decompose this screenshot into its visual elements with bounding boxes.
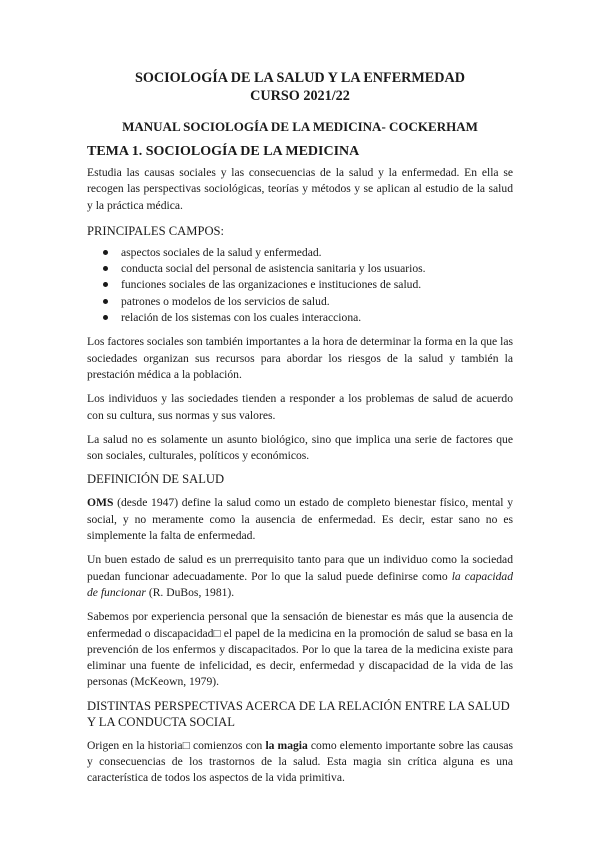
bullet-icon	[103, 266, 108, 271]
buen-estado-text-a: Un buen estado de salud es un prerrequisito tanto para que un individuo como la sociedad puedan funcionar adecuadamente. Por lo que la salud puede definirse como	[87, 553, 513, 583]
factores-paragraph: Los factores sociales son también importantes a la hora de determinar la forma en la que las sociedades organizan sus recursos para abordar los riesgos de la salud y también la prestación médica a la población.	[87, 335, 513, 381]
oms-text: (desde 1947) define la salud como un estado de completo bienestar físico, mental y social, y no meramente como la ausencia de enfermedad. Es decir, estar sano no es simplemente la falta de enfermedad.	[87, 496, 513, 543]
document-subtitle: MANUAL SOCIOLOGÍA DE LA MEDICINA- COCKERHAM	[122, 119, 478, 134]
definicion-heading: DEFINICIÓN DE SALUD	[87, 472, 225, 487]
oms-label: OMS	[87, 496, 114, 510]
bullet-icon	[103, 299, 108, 304]
bullet-icon	[103, 250, 108, 255]
title-line-2: CURSO 2021/22	[250, 88, 350, 104]
origen-text-a: Origen en la historia□ comienzos con	[87, 738, 266, 752]
buen-estado-text-b: (R. DuBos, 1981).	[145, 585, 235, 599]
list-item	[103, 261, 513, 277]
list-item	[103, 277, 513, 293]
intro-paragraph: Estudia las causas sociales y las consecuencias de la salud y la enfermedad. En ella se recogen las perspectivas sociológicas, teorías y métodos y se aplican al estudio de la salud y la práctica médica.	[87, 166, 513, 212]
campos-heading: PRINCIPALES CAMPOS:	[87, 223, 225, 238]
page-content	[87, 69, 513, 787]
perspectivas-heading: DISTINTAS PERSPECTIVAS ACERCA DE LA RELACIÓN ENTRE LA SALUD Y LA CONDUCTA SOCIAL	[87, 698, 510, 729]
title-line-1: SOCIOLOGÍA DE LA SALUD Y LA ENFERMEDAD	[134, 70, 466, 86]
section-title: TEMA 1. SOCIOLOGÍA DE LA MEDICINA	[87, 144, 360, 159]
list-item-text: patrones o modelos de los servicios de salud.	[121, 294, 330, 308]
campos-list	[87, 245, 513, 326]
individuos-paragraph: Los individuos y las sociedades tienden a responder a los problemas de salud de acuerdo con su cultura, sus normas y sus valores.	[87, 392, 513, 422]
list-item-text: aspectos sociales de la salud y enfermedad.	[121, 245, 322, 259]
buen-estado-italic: la capacidad de funcionar	[87, 569, 513, 599]
bullet-icon	[103, 282, 108, 287]
origen-text-b: como elemento importante sobre las causas y consecuencias de los trastornos de la salud. Esta magia sin crítica alguna es una característica de todos los aspectos de la vida primitiva.	[87, 738, 514, 785]
oms-paragraph	[87, 495, 513, 544]
list-item-text: relación de los sistemas con los cuales interacciona.	[121, 311, 362, 325]
list-item-text: funciones sociales de las organizaciones e instituciones de salud.	[121, 278, 422, 292]
biologico-paragraph: La salud no es solamente un asunto biológico, sino que implica una serie de factores que son sociales, culturales, políticos y económicos.	[87, 432, 513, 463]
origen-bold: la magia	[265, 738, 308, 752]
list-item	[103, 294, 513, 310]
buen-estado-paragraph	[87, 552, 513, 601]
bullet-icon	[103, 315, 108, 320]
origen-paragraph	[87, 738, 513, 787]
sabemos-paragraph: Sabemos por experiencia personal que la sensación de bienestar es más que la ausencia de enfermedad o discapacidad□ el papel de la medicina en la promoción de salud se basa en la prevención de los enfermos y discapacitados. Por lo que la tarea de la medicina existe para eliminar una fuente de infelicidad, es decir, enfermedad y discapacidad de la vida de las personas (McKeown, 1979).	[87, 610, 513, 689]
list-item	[103, 310, 513, 326]
document-title	[87, 69, 513, 105]
list-item	[103, 245, 513, 261]
list-item-text: conducta social del personal de asistencia sanitaria y los usuarios.	[121, 262, 426, 276]
